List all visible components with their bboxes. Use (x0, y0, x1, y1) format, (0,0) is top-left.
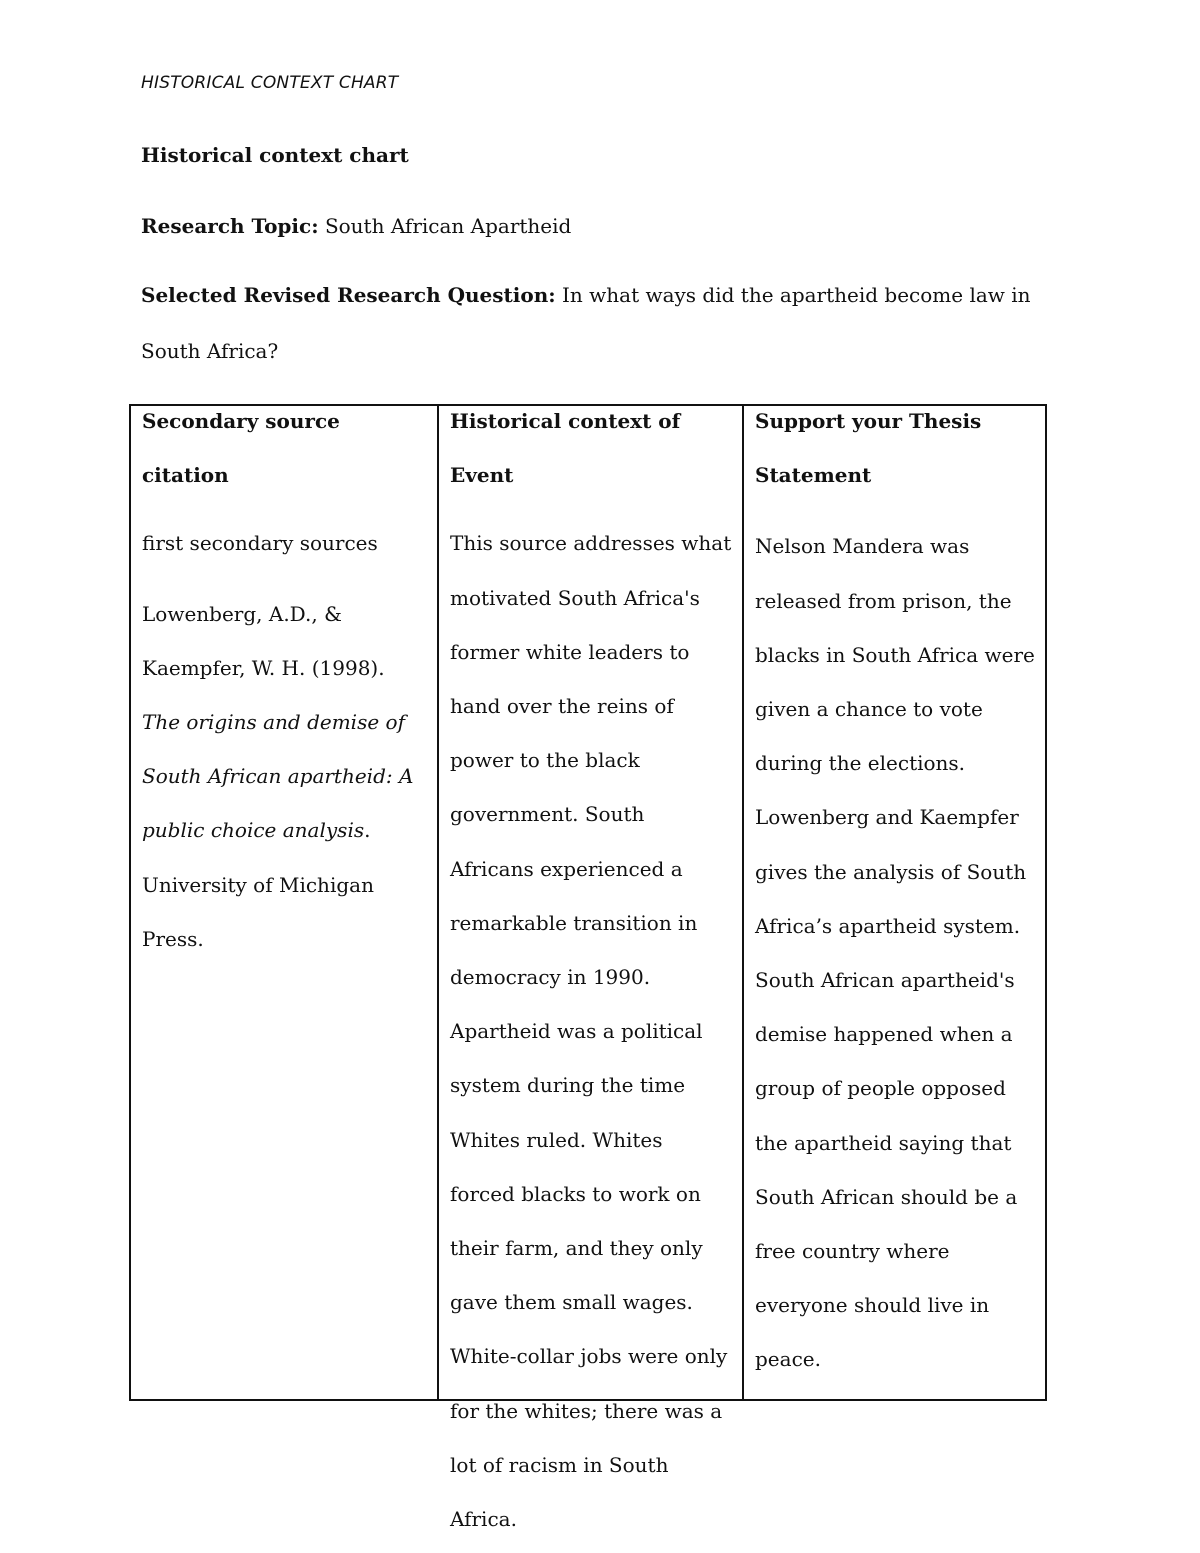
citation-entry (142, 587, 427, 966)
historical-context-table (129, 404, 1047, 1532)
document-title: Historical context chart (141, 143, 409, 167)
table-column-thesis (742, 406, 1045, 1399)
column-header-context: Historical context of Event (450, 409, 681, 488)
research-topic-value: South African Apartheid (324, 214, 572, 238)
research-topic (141, 198, 571, 254)
thesis-text: Nelson Mandera was released from prison, the blacks in South Africa were given a chance to vote during the elections. Lowenberg and Kaempfer gives the analysis of South Africa’s apartheid system. South African apartheid's demise happened when a group of people opposed the apartheid saying that South African should be a free country where everyone should live in peace. (755, 534, 1035, 1372)
research-question (141, 267, 1041, 379)
citation-publisher: . University of Michigan Press. (142, 818, 374, 951)
table-column-citation (131, 406, 437, 1399)
citation-authors-year: Lowenberg, A.D., & Kaempfer, W. H. (1998). (142, 601, 385, 680)
research-question-label: Selected Revised Research Question: (141, 283, 556, 307)
research-question-value: In what ways did the apartheid become law in South Africa? (141, 283, 1031, 363)
context-text: This source addresses what motivated South Africa's former white leaders to hand over the reins of power to the black government. South Africans experienced a remarkable transition in democracy in 1990. Apartheid was a political system during the time Whites ruled. Whites forced blacks to work on their farm, and they only gave them small wages. White-collar jobs were only for the whites; there was a lot of racism in South Africa. (450, 531, 732, 1532)
citation-title: The origins and demise of South African apartheid: A public choice analysis (142, 710, 414, 843)
column-header-thesis: Support your Thesis Statement (755, 409, 982, 488)
table-column-context (437, 406, 742, 1532)
column-body-citation (142, 516, 427, 966)
citation-subheading: first secondary sources (142, 531, 378, 556)
column-body-context (450, 516, 732, 1546)
column-body-thesis (755, 519, 1035, 1386)
research-topic-label: Research Topic: (141, 214, 319, 238)
running-head: HISTORICAL CONTEXT CHART (141, 73, 399, 93)
column-header-citation: Secondary source citation (142, 409, 340, 488)
